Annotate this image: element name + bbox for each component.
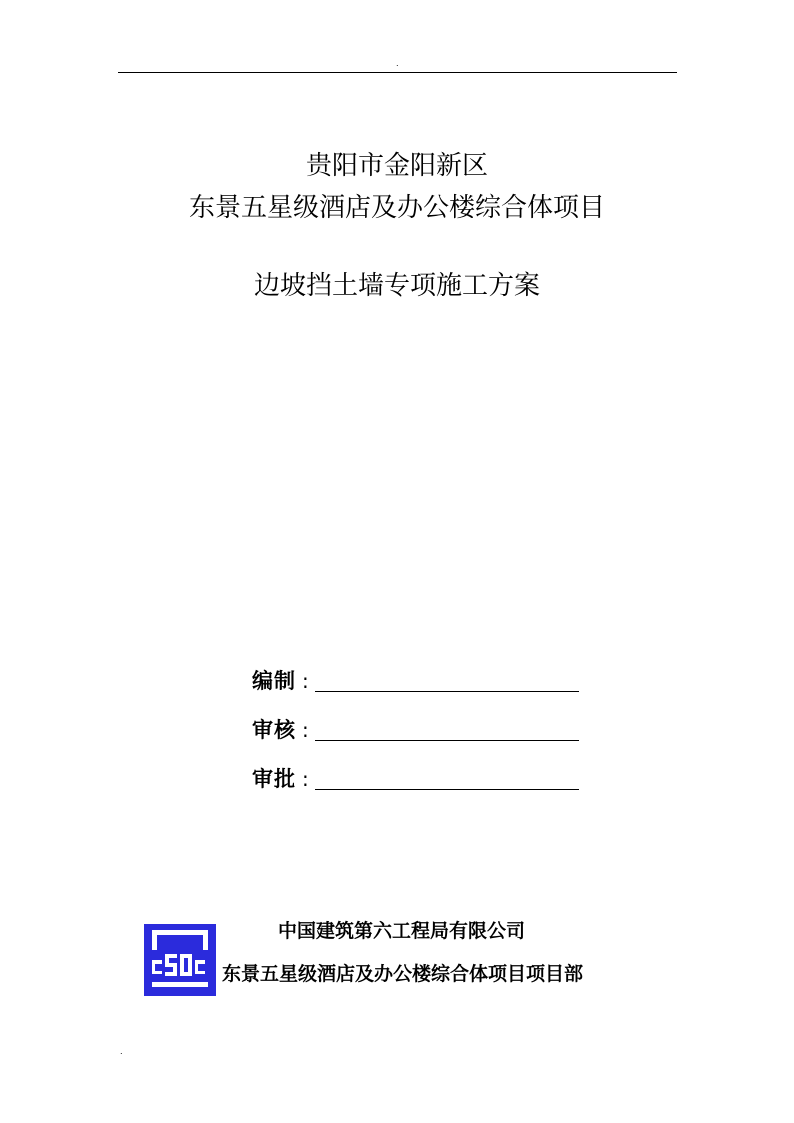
signature-label: 编制 [252,669,296,693]
signature-row-reviewed [252,715,579,743]
signature-colon: : [302,767,309,791]
signature-label: 审核 [252,718,296,742]
signature-colon: : [302,718,309,742]
title-project: 东景五星级酒店及办公楼综合体项目 [188,193,605,223]
footer-mark: . [120,1047,123,1056]
company-name: 中国建筑第六工程局有限公司 [278,920,526,942]
project-department: 东景五星级酒店及办公楼综合体项目项目部 [222,963,584,985]
title-location: 贵阳市金阳新区 [305,151,488,181]
signature-row-compiled [252,666,579,694]
header-rule [118,72,677,73]
signature-line [315,788,579,790]
signature-line [315,690,579,692]
signature-row-approved [252,764,579,792]
cscec-logo [144,924,216,996]
signature-colon: : [302,669,309,693]
title-document: 边坡挡土墙专项施工方案 [253,271,540,301]
header-mark: . [396,59,399,68]
signature-label: 审批 [252,767,296,791]
signature-line [315,739,579,741]
